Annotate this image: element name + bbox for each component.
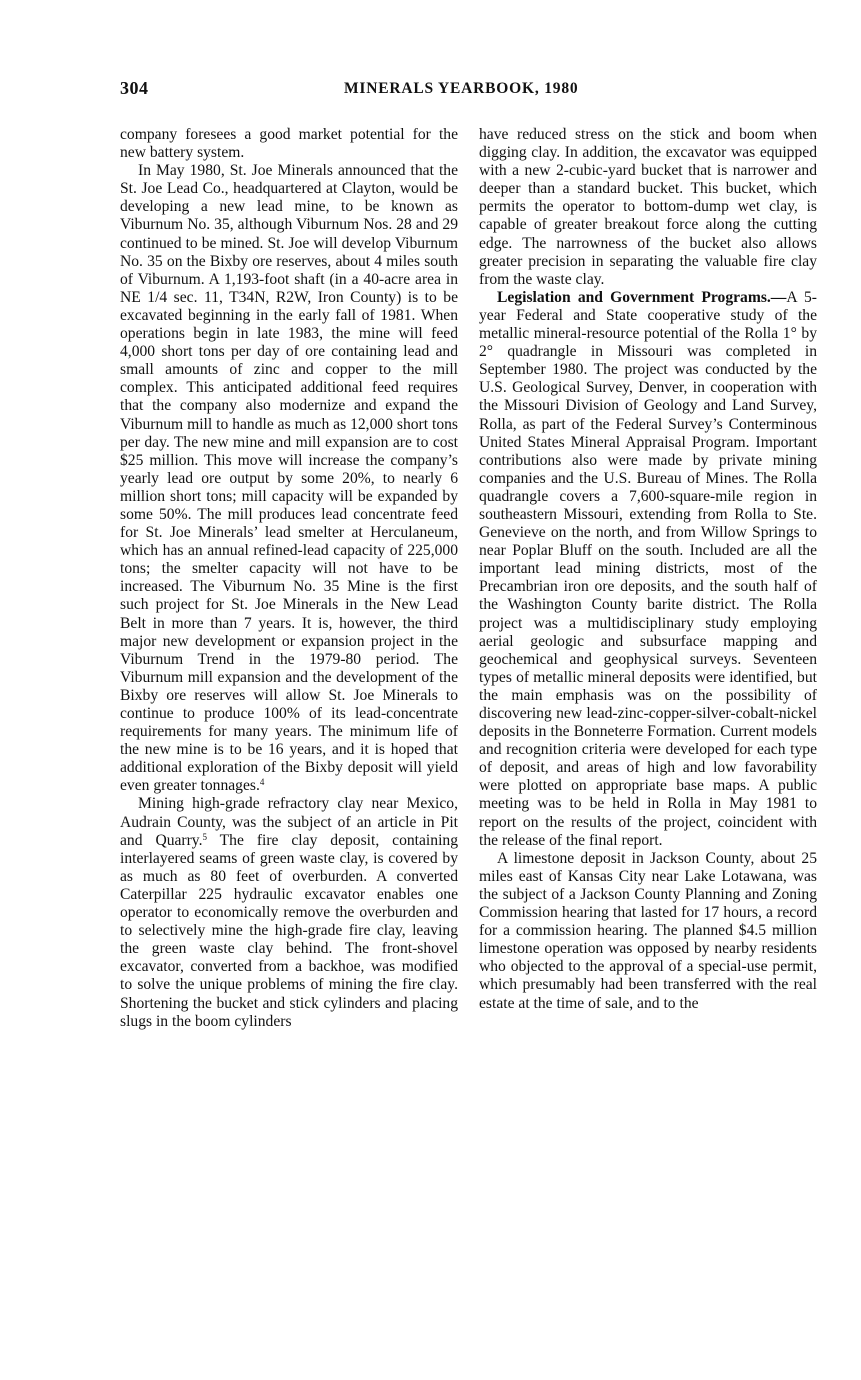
paragraph-clay-text-a: Mining high-grade refractory clay near Mexico, Audrain County, was the subject of an article in Pit and Quarry.: [120, 795, 458, 849]
paragraph-viburnum-text: In May 1980, St. Joe Minerals announced that the St. Joe Lead Co., headquartered at Clayton, would be developing a new lead mine, to be known as Viburnum No. 35, although Viburnum Nos. 28 and 29 continued to be mined. St. Joe will develop Viburnum No. 35 on the Bixby ore reserves, about 4 miles south of Viburnum. A 1,193-foot shaft (in a 40-acre area in NE 1/4 sec. 11, T34N, R2W, Iron County) is to be excavated beginning in the early fall of 1981. When operations begin in late 1983, the mine will feed 4,000 short tons per day of ore containing lead and small amounts of zinc and copper to the mill complex. This anticipated additional feed requires that the company also modernize and expand the Viburnum mill to handle as much as 12,000 short tons per day. The new mine and mill expansion are to cost $25 million. This move will increase the company’s yearly lead ore output by some 20%, to nearly 6 million short tons; mill capacity will be expanded by some 50%. The mill produces lead concentrate feed for St. Joe Minerals’ lead smelter at Herculaneum, which has an annual refined-lead capacity of 225,000 tons; the smelter capacity will not have to be increased. The Viburnum No. 35 Mine is the first such project for St. Joe Minerals in the New Lead Belt in more than 7 years. It is, however, the third major new development or expansion project in the Viburnum Trend in the 1979-80 period. The Viburnum mill expansion and the development of the Bixby ore reserves will allow St. Joe Minerals to continue to produce 100% of its lead-concentrate requirements for many years. The minimum life of the new mine is to be 16 years, and it is hoped that additional exploration of the Bixby deposit will yield even greater tonnages.: [120, 162, 458, 795]
paragraph-legislation: [479, 289, 817, 850]
left-column: [120, 126, 458, 1031]
footnote-ref-4: 4: [259, 777, 265, 788]
paragraph-battery-continuation: company foresees a good market potential for the new battery system.: [120, 126, 458, 162]
footnote-ref-5: 5: [202, 831, 207, 842]
paragraph-viburnum-mine: [120, 162, 458, 795]
right-column: [479, 126, 817, 1013]
paragraph-limestone-deposit: A limestone deposit in Jackson County, about 25 miles east of Kansas City near Lake Lotawana, was the subject of a Jackson County Planning and Zoning Commission hearing that lasted for 17 hours, a record for a commission hearing. The planned $4.5 million limestone operation was opposed by nearby residents who objected to the approval of a special-use permit, which presumably had been transferred with the real estate at the time of sale, and to the: [479, 849, 817, 1012]
paragraph-legislation-text: A 5-year Federal and State cooperative study of the metallic mineral-resource potential of the Rolla 1° by 2° quadrangle in Missouri was completed in September 1980. The project was conducted by the U.S. Geological Survey, Denver, in cooperation with the Missouri Division of Geology and Land Survey, Rolla, as part of the Federal Survey’s Conterminous United States Mineral Appraisal Program. Important contributions also were made by private mining companies and the U.S. Bureau of Mines. The Rolla quadrangle covers a 7,600-square-mile region in southeastern Missouri, extending from Rolla to Ste. Genevieve on the north, and from Willow Springs to near Poplar Bluff on the south. Included are all the important lead mining districts, most of the Precambrian iron ore deposits, and the south half of the Washington County barite district. The Rolla project was a multidisciplinary study employing aerial geologic and subsurface mapping and geochemical and geophysical surveys. Seventeen types of metallic mineral deposits were identified, but the main emphasis was on the possibility of discovering new lead-zinc-copper-silver-cobalt-nickel deposits in the Bonneterre Formation. Current models and recognition criteria were developed for each type of deposit, and areas of high and low favorability were plotted on appropriate base maps. A public meeting was to be held in Rolla in May 1981 to report on the results of the project, coincident with the release of the final report.: [479, 288, 817, 849]
section-heading-legislation: Legislation and Government Programs.—: [497, 288, 787, 306]
paragraph-excavator-continuation: have reduced stress on the stick and boom when digging clay. In addition, the excavator was equipped with a new 2-cubic-yard bucket that is narrower and deeper than a standard bucket. This bucket, which permits the operator to bottom-dump wet clay, is capable of greater breakout force along the cutting edge. The narrowness of the bucket also allows greater precision in separating the valuable fire clay from the waste clay.: [479, 126, 817, 288]
paragraph-clay-text-b: The fire clay deposit, containing interlayered seams of green waste clay, is covered by as much as 80 feet of overburden. A converted Caterpillar 225 hydraulic excavator enables one operator to economically remove the overburden and to selectively mine the high-grade fire clay, leaving the green waste clay behind. The front-shovel excavator, converted from a backhoe, was modified to solve the unique problems of mining the fire clay. Shortening the bucket and stick cylinders and placing slugs in the boom cylinders: [120, 831, 458, 1030]
paragraph-refractory-clay: [120, 795, 458, 1030]
page-number: 304: [120, 78, 149, 98]
page-header: [120, 78, 818, 102]
running-title: MINERALS YEARBOOK, 1980: [344, 80, 579, 97]
